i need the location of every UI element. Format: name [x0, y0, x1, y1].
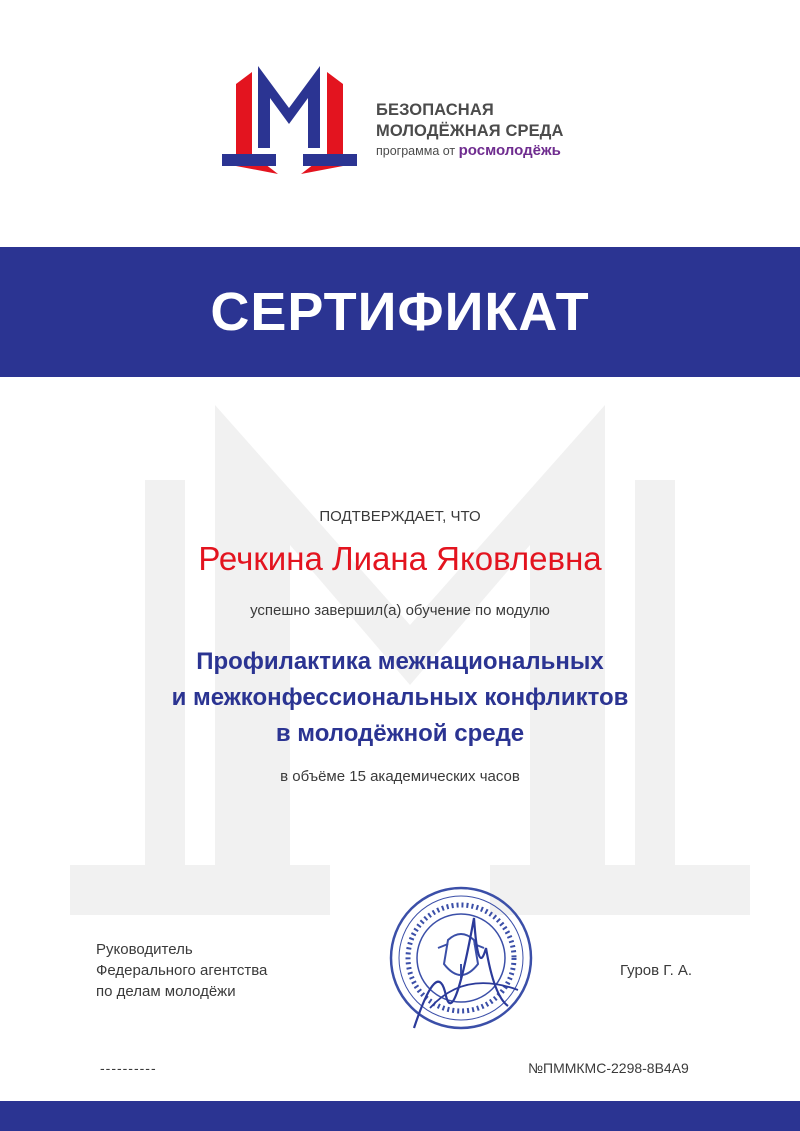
shield-logo-icon: [222, 62, 357, 180]
confirms-label: ПОДТВЕРЖДАЕТ, ЧТО: [319, 508, 481, 525]
certificate-title: СЕРТИФИКАТ: [210, 282, 590, 342]
signer-title-line-1: Руководитель: [96, 941, 193, 958]
bottom-band: [0, 1101, 800, 1131]
module-title: [0, 644, 800, 752]
module-title-line-2: и межконфессиональных конфликтов: [171, 684, 629, 711]
module-title-line-3: в молодёжной среде: [275, 720, 525, 747]
program-logo: [222, 62, 582, 182]
logo-text-block: [376, 100, 564, 160]
logo-program-label: программа от: [376, 144, 456, 158]
person-name: Речкина Лиана Яковлевна: [198, 540, 602, 577]
official-seal-icon: [386, 878, 536, 1043]
title-band: [0, 247, 800, 377]
logo-line-1: БЕЗОПАСНАЯ: [376, 101, 494, 119]
signer-title-line-2: Федерального агентства: [96, 962, 268, 979]
signer-title-line-3: по делам молодёжи: [96, 983, 236, 1000]
logo-brand: росмолодёжь: [458, 142, 561, 159]
logo-subline: [376, 142, 564, 160]
logo-line-2: МОЛОДЁЖНАЯ СРЕДА: [376, 122, 564, 140]
date-placeholder: ----------: [100, 1060, 157, 1076]
signer-title: [96, 939, 267, 1002]
module-title-line-1: Профилактика межнациональных: [196, 648, 604, 675]
signer-name: Гуров Г. А.: [620, 962, 693, 979]
certificate-serial: №ПММКМС-2298-8В4А9: [528, 1060, 689, 1076]
hours-label: в объёме 15 академических часов: [280, 768, 520, 785]
completed-label: успешно завершил(а) обучение по модулю: [250, 602, 550, 619]
